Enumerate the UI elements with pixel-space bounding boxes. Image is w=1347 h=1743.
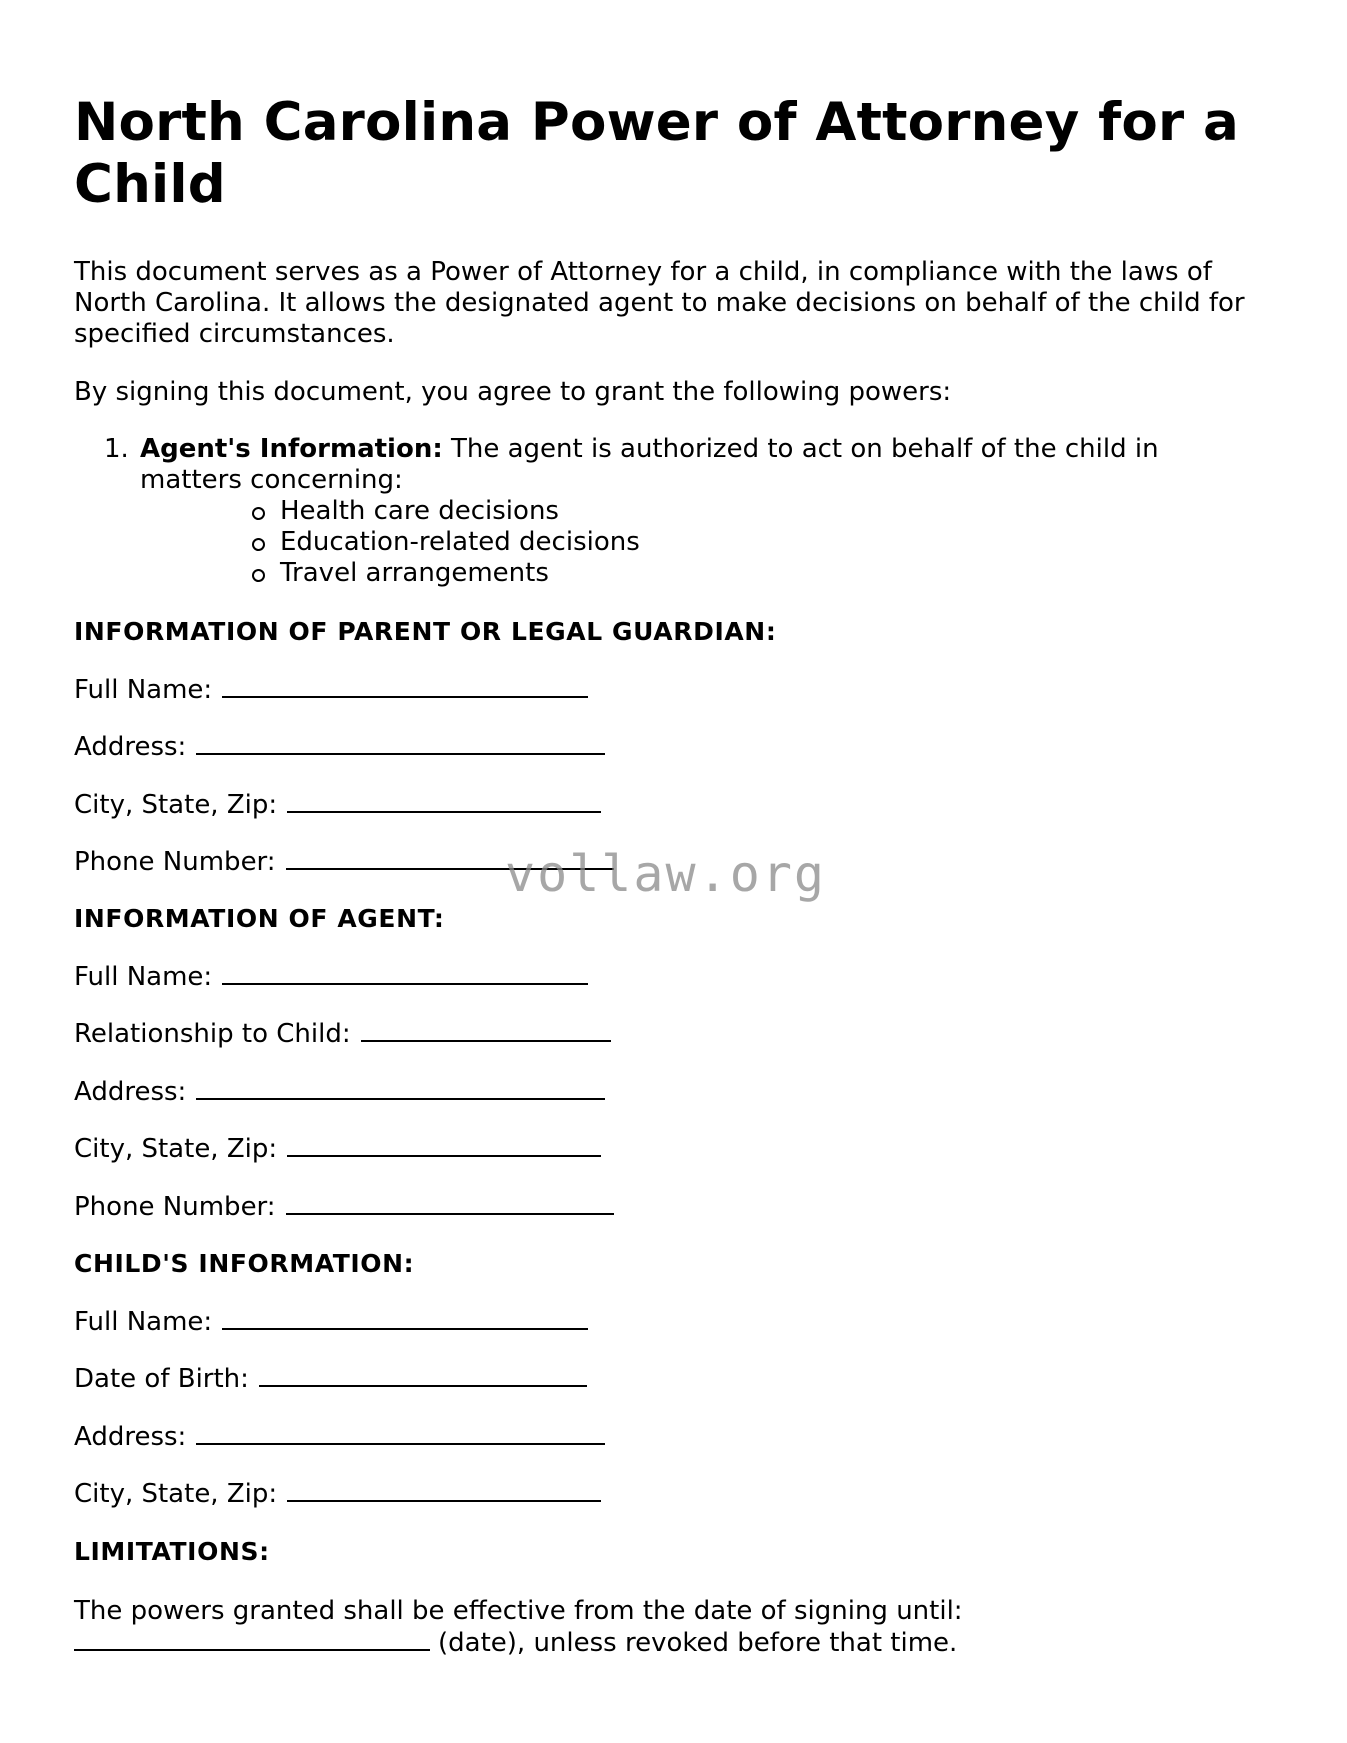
child-full-name-field: Full Name: bbox=[74, 1306, 588, 1338]
limitations-line-1: The powers granted shall be effective from the date of signing until: bbox=[74, 1596, 963, 1626]
bullet-icon bbox=[252, 538, 265, 551]
agent-full-name-blank[interactable] bbox=[222, 961, 588, 985]
sub-list-item: Education-related decisions bbox=[280, 527, 640, 558]
child-city-field: City, State, Zip: bbox=[74, 1478, 601, 1510]
agent-section-heading: INFORMATION OF AGENT: bbox=[74, 904, 445, 933]
limitations-date-blank[interactable] bbox=[74, 1627, 430, 1651]
parent-full-name-field: Full Name: bbox=[74, 674, 588, 706]
child-dob-field: Date of Birth: bbox=[74, 1363, 587, 1395]
bullet-icon bbox=[252, 507, 265, 520]
intro-paragraph: This document serves as a Power of Attorney for a child, in compliance with the laws of North Carolina. It allows the designated agent to make decisions on behalf of the child for specified circumstances. bbox=[74, 257, 1245, 349]
parent-city-blank[interactable] bbox=[287, 789, 601, 813]
child-section-heading: CHILD'S INFORMATION: bbox=[74, 1249, 415, 1278]
parent-address-field: Address: bbox=[74, 731, 605, 763]
list-item-term: Agent's Information: bbox=[140, 434, 443, 464]
child-city-blank[interactable] bbox=[287, 1478, 601, 1502]
sub-list-item: Health care decisions bbox=[280, 496, 559, 527]
list-number: 1. bbox=[104, 434, 129, 464]
child-address-blank[interactable] bbox=[196, 1421, 605, 1445]
agent-city-field: City, State, Zip: bbox=[74, 1133, 601, 1165]
limitations-paragraph bbox=[74, 1596, 963, 1659]
list-item-text: The agent is authorized to act on behalf of the child in matters concerning: bbox=[140, 434, 1159, 495]
watermark: vollaw.org bbox=[505, 845, 827, 903]
page-title: North Carolina Power of Attorney for a Child bbox=[74, 92, 1239, 215]
parent-full-name-blank[interactable] bbox=[222, 674, 588, 698]
agent-phone-field: Phone Number: bbox=[74, 1191, 614, 1223]
child-address-field: Address: bbox=[74, 1421, 605, 1453]
sub-list-item: Travel arrangements bbox=[280, 558, 549, 589]
agent-full-name-field: Full Name: bbox=[74, 961, 588, 993]
parent-section-heading: INFORMATION OF PARENT OR LEGAL GUARDIAN: bbox=[74, 617, 777, 646]
parent-address-blank[interactable] bbox=[196, 731, 605, 755]
agent-phone-blank[interactable] bbox=[286, 1191, 614, 1215]
agent-city-blank[interactable] bbox=[287, 1133, 601, 1157]
limitations-line-2: (date), unless revoked before that time. bbox=[74, 1627, 963, 1659]
parent-city-field: City, State, Zip: bbox=[74, 789, 601, 821]
list-item bbox=[140, 434, 1240, 496]
child-full-name-blank[interactable] bbox=[222, 1306, 588, 1330]
agent-relationship-field: Relationship to Child: bbox=[74, 1018, 611, 1050]
agent-relationship-blank[interactable] bbox=[361, 1018, 611, 1042]
parent-phone-field: Phone Number: bbox=[74, 846, 614, 878]
lead-paragraph: By signing this document, you agree to grant the following powers: bbox=[74, 377, 952, 407]
child-dob-blank[interactable] bbox=[259, 1363, 587, 1387]
limitations-heading: LIMITATIONS: bbox=[74, 1537, 270, 1566]
bullet-icon bbox=[252, 569, 265, 582]
agent-address-field: Address: bbox=[74, 1076, 605, 1108]
agent-address-blank[interactable] bbox=[196, 1076, 605, 1100]
